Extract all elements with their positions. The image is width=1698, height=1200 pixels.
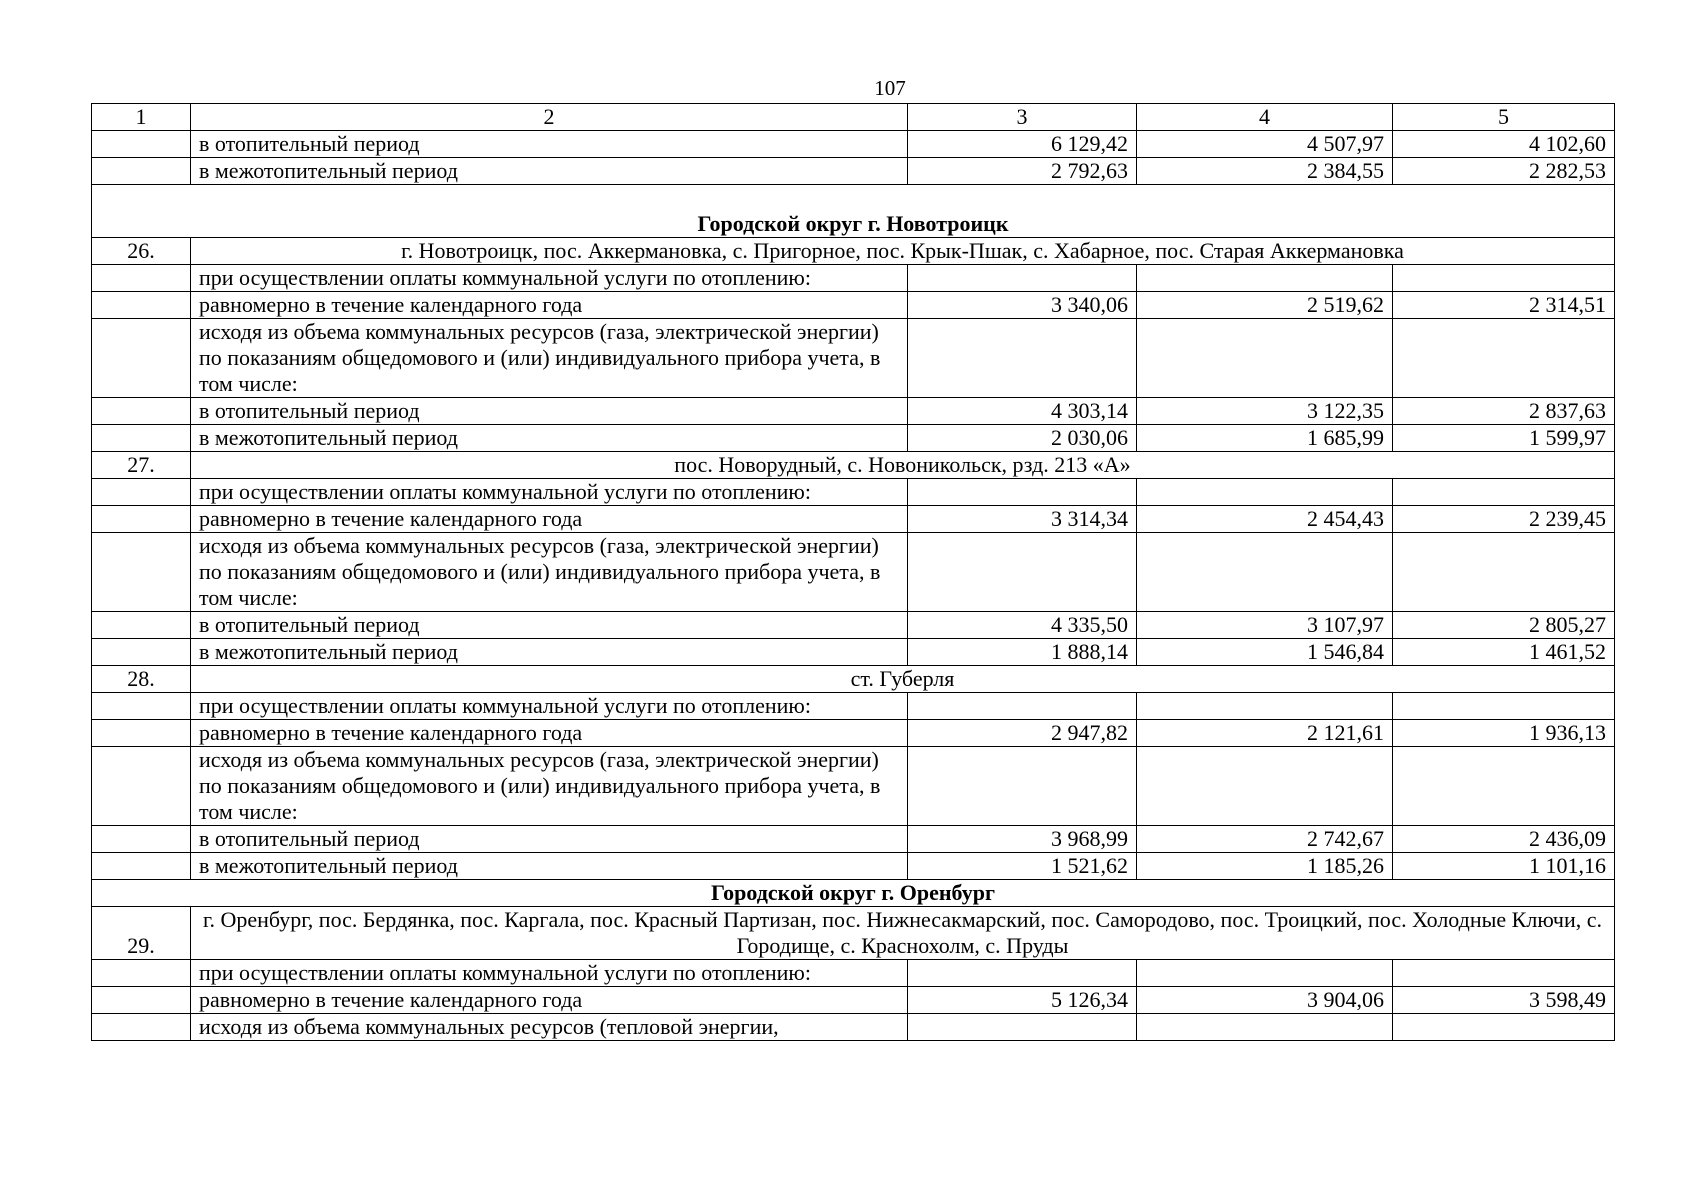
group-number: 27.: [92, 452, 191, 479]
value-col-5: 2 837,63: [1393, 398, 1615, 425]
value-col-4: [1137, 319, 1393, 398]
table-row: [92, 987, 1615, 1014]
value-col-5: [1393, 960, 1615, 987]
value-col-3: 3 340,06: [908, 292, 1137, 319]
value-col-4: [1137, 747, 1393, 826]
value-col-3: 5 126,34: [908, 987, 1137, 1014]
value-col-5: 4 102,60: [1393, 131, 1615, 158]
value-col-4: [1137, 479, 1393, 506]
value-col-3: 2 792,63: [908, 158, 1137, 185]
locality-list: г. Новотроицк, пос. Аккермановка, с. Пригорное, пос. Крык-Пшак, с. Хабарное, пос. Старая Аккермановка: [191, 238, 1615, 265]
value-col-3: [908, 319, 1137, 398]
locality-list: ст. Губерля: [191, 666, 1615, 693]
value-col-4: 2 121,61: [1137, 720, 1393, 747]
row-label: при осуществлении оплаты коммунальной услуги по отоплению:: [191, 479, 908, 506]
value-col-3: [908, 533, 1137, 612]
value-col-4: [1137, 533, 1393, 612]
row-label: равномерно в течение календарного года: [191, 987, 908, 1014]
value-col-4: 2 742,67: [1137, 826, 1393, 853]
section-heading-row: [92, 880, 1615, 907]
table-row: [92, 1014, 1615, 1041]
row-number-cell: [92, 747, 191, 826]
row-label: при осуществлении оплаты коммунальной услуги по отоплению:: [191, 693, 908, 720]
table-row: [92, 826, 1615, 853]
table-row: [92, 747, 1615, 826]
value-col-3: 6 129,42: [908, 131, 1137, 158]
group-number: 28.: [92, 666, 191, 693]
row-number-cell: [92, 987, 191, 1014]
row-label: в межотопительный период: [191, 158, 908, 185]
table-row: [92, 720, 1615, 747]
group-number: 29.: [92, 907, 191, 960]
row-label: в отопительный период: [191, 131, 908, 158]
row-number-cell: [92, 639, 191, 666]
row-number-cell: [92, 720, 191, 747]
row-number-cell: [92, 826, 191, 853]
value-col-5: 2 282,53: [1393, 158, 1615, 185]
row-label: в межотопительный период: [191, 639, 908, 666]
row-number-cell: [92, 131, 191, 158]
value-col-4: 4 507,97: [1137, 131, 1393, 158]
value-col-5: [1393, 693, 1615, 720]
column-number: 1: [92, 104, 191, 131]
table-row: [92, 265, 1615, 292]
row-number-cell: [92, 506, 191, 533]
section-heading: Городской округ г. Новотроицк: [92, 185, 1615, 238]
value-col-3: [908, 693, 1137, 720]
column-number: 4: [1137, 104, 1393, 131]
row-label: в отопительный период: [191, 826, 908, 853]
row-number-cell: [92, 292, 191, 319]
locality-list: г. Оренбург, пос. Бердянка, пос. Каргала, пос. Красный Партизан, пос. Нижнесакмарский, пос. Самородово, пос. Троицкий, пос. Холодные Ключи, с. Городище, с. Краснохолм, с. Пруды: [191, 907, 1615, 960]
column-number: 5: [1393, 104, 1615, 131]
row-label: исходя из объема коммунальных ресурсов (газа, электрической энергии) по показаниям общедомового и (или) индивидуального прибора учета, в том числе:: [191, 319, 908, 398]
value-col-3: 4 335,50: [908, 612, 1137, 639]
value-col-4: 1 546,84: [1137, 639, 1393, 666]
value-col-4: 2 384,55: [1137, 158, 1393, 185]
value-col-5: 2 239,45: [1393, 506, 1615, 533]
table-row: [92, 612, 1615, 639]
value-col-3: 3 314,34: [908, 506, 1137, 533]
value-col-5: 3 598,49: [1393, 987, 1615, 1014]
row-number-cell: [92, 853, 191, 880]
row-number-cell: [92, 158, 191, 185]
value-col-5: 1 599,97: [1393, 425, 1615, 452]
value-col-4: 2 519,62: [1137, 292, 1393, 319]
table-row: [92, 960, 1615, 987]
row-number-cell: [92, 398, 191, 425]
table-row: [92, 853, 1615, 880]
value-col-5: [1393, 533, 1615, 612]
value-col-4: 3 107,97: [1137, 612, 1393, 639]
value-col-4: 1 685,99: [1137, 425, 1393, 452]
table-row: [92, 398, 1615, 425]
column-number: 3: [908, 104, 1137, 131]
table-row: [92, 158, 1615, 185]
table-row: [92, 479, 1615, 506]
row-number-cell: [92, 960, 191, 987]
column-number-row: [92, 104, 1615, 131]
table-row: [92, 292, 1615, 319]
value-col-4: 3 904,06: [1137, 987, 1393, 1014]
value-col-3: [908, 479, 1137, 506]
locality-group-row: [92, 238, 1615, 265]
group-number: 26.: [92, 238, 191, 265]
locality-group-row: [92, 907, 1615, 960]
table-row: [92, 639, 1615, 666]
table-row: [92, 425, 1615, 452]
row-number-cell: [92, 1014, 191, 1041]
row-label: исходя из объема коммунальных ресурсов (газа, электрической энергии) по показаниям общедомового и (или) индивидуального прибора учета, в том числе:: [191, 747, 908, 826]
row-label: в межотопительный период: [191, 425, 908, 452]
value-col-3: [908, 1014, 1137, 1041]
value-col-5: [1393, 265, 1615, 292]
table-row: [92, 533, 1615, 612]
row-label: в отопительный период: [191, 398, 908, 425]
row-label: равномерно в течение календарного года: [191, 720, 908, 747]
locality-list: пос. Новорудный, с. Новоникольск, рзд. 213 «А»: [191, 452, 1615, 479]
value-col-5: 1 461,52: [1393, 639, 1615, 666]
row-label: исходя из объема коммунальных ресурсов (газа, электрической энергии) по показаниям общедомового и (или) индивидуального прибора учета, в том числе:: [191, 533, 908, 612]
value-col-4: [1137, 960, 1393, 987]
row-label: при осуществлении оплаты коммунальной услуги по отоплению:: [191, 960, 908, 987]
row-number-cell: [92, 265, 191, 292]
value-col-5: [1393, 747, 1615, 826]
value-col-5: 2 436,09: [1393, 826, 1615, 853]
row-number-cell: [92, 533, 191, 612]
value-col-5: [1393, 1014, 1615, 1041]
row-label: равномерно в течение календарного года: [191, 506, 908, 533]
value-col-5: [1393, 319, 1615, 398]
row-number-cell: [92, 612, 191, 639]
locality-group-row: [92, 666, 1615, 693]
value-col-3: 2 947,82: [908, 720, 1137, 747]
row-number-cell: [92, 693, 191, 720]
column-number: 2: [191, 104, 908, 131]
section-heading: Городской округ г. Оренбург: [92, 880, 1615, 907]
value-col-5: 2 805,27: [1393, 612, 1615, 639]
page-number: 107: [874, 76, 906, 100]
row-label: в отопительный период: [191, 612, 908, 639]
value-col-3: [908, 265, 1137, 292]
table-row: [92, 693, 1615, 720]
section-heading-row: [92, 185, 1615, 238]
value-col-4: 3 122,35: [1137, 398, 1393, 425]
value-col-3: 1 888,14: [908, 639, 1137, 666]
value-col-3: 2 030,06: [908, 425, 1137, 452]
row-number-cell: [92, 425, 191, 452]
value-col-4: 2 454,43: [1137, 506, 1393, 533]
value-col-4: 1 185,26: [1137, 853, 1393, 880]
row-number-cell: [92, 319, 191, 398]
value-col-5: 1 936,13: [1393, 720, 1615, 747]
value-col-3: [908, 747, 1137, 826]
value-col-5: 2 314,51: [1393, 292, 1615, 319]
locality-group-row: [92, 452, 1615, 479]
value-col-3: 3 968,99: [908, 826, 1137, 853]
row-label: исходя из объема коммунальных ресурсов (тепловой энергии,: [191, 1014, 908, 1041]
value-col-4: [1137, 265, 1393, 292]
value-col-4: [1137, 1014, 1393, 1041]
row-label: равномерно в течение календарного года: [191, 292, 908, 319]
tariff-table-body: [92, 104, 1615, 1041]
value-col-3: 4 303,14: [908, 398, 1137, 425]
table-row: [92, 131, 1615, 158]
value-col-3: [908, 960, 1137, 987]
value-col-4: [1137, 693, 1393, 720]
value-col-3: 1 521,62: [908, 853, 1137, 880]
row-label: при осуществлении оплаты коммунальной услуги по отоплению:: [191, 265, 908, 292]
value-col-5: [1393, 479, 1615, 506]
row-number-cell: [92, 479, 191, 506]
tariff-table: [91, 103, 1615, 1041]
row-label: в межотопительный период: [191, 853, 908, 880]
table-row: [92, 506, 1615, 533]
value-col-5: 1 101,16: [1393, 853, 1615, 880]
table-row: [92, 319, 1615, 398]
